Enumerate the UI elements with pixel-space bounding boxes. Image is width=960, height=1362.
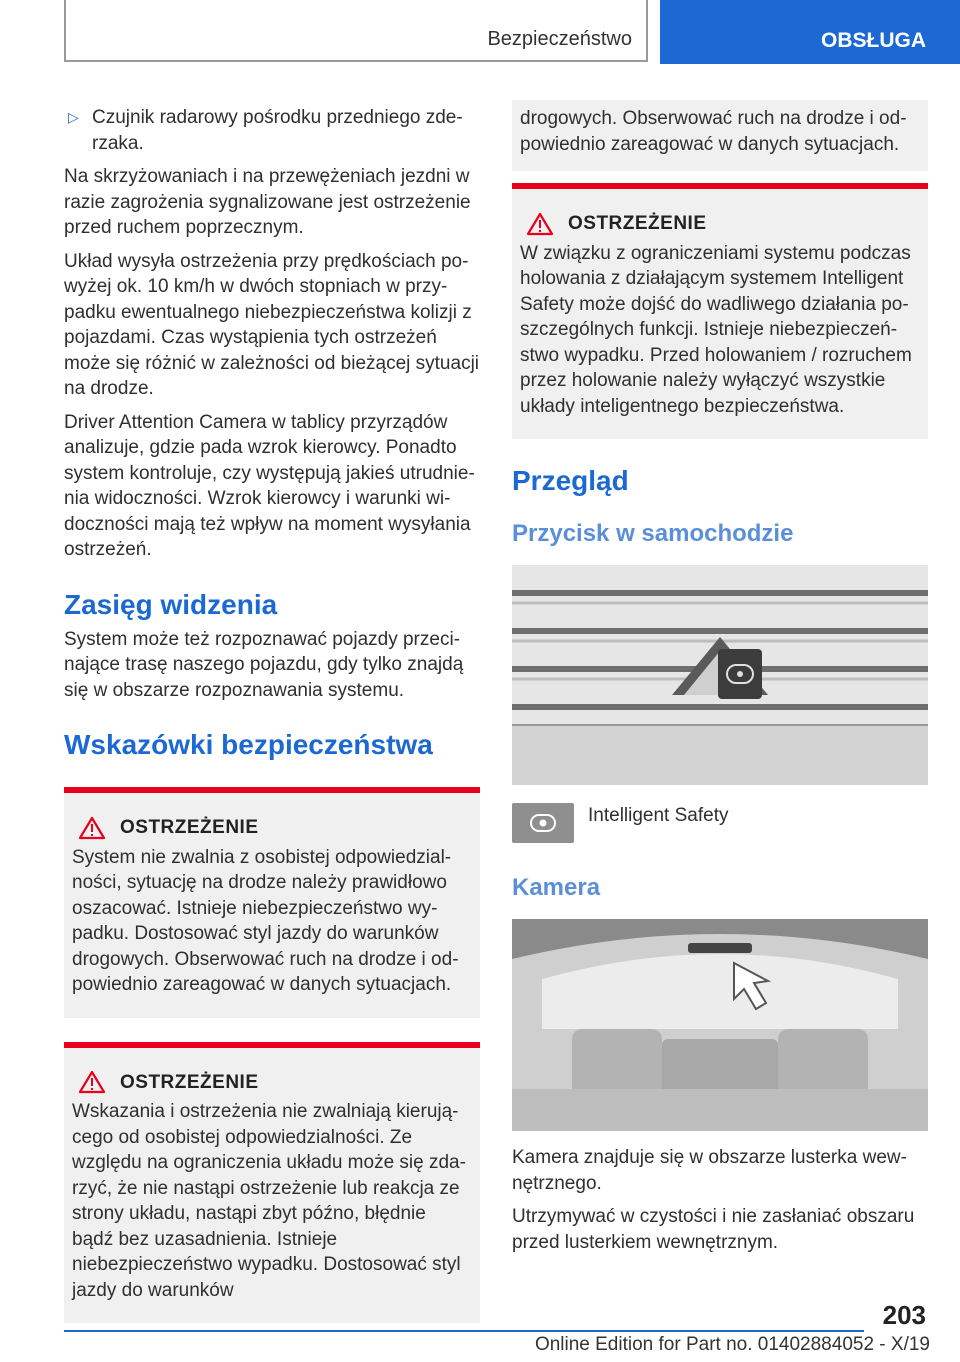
footer-edition: Online Edition for Part no. 01402884052 - X/19 bbox=[534, 1334, 930, 1355]
paragraph: System może też rozpoznawać pojazdy przeci-nające trasę naszego pojazdu, gdy tylko znajdą się w obszarze rozpoznawania systemu. bbox=[64, 628, 464, 701]
legend-text: Intelligent Safety bbox=[588, 805, 729, 826]
warning-title: OSTRZEŻENIE bbox=[120, 817, 259, 838]
left-column bbox=[64, 105, 480, 1323]
interior-camera-photo bbox=[512, 919, 928, 1131]
paragraph: Driver Attention Camera w tablicy przyrządów analizuje, gdzie pada wzrok kierowcy. Ponadto system kontroluje, czy występują jakieś utrudnie-nia widoczności. Wzrok kierowcy i warunki wi-doczności mają też wpływ na moment wysyłania ostrzeżeń. bbox=[64, 411, 475, 560]
section-heading: Przegląd bbox=[512, 465, 629, 496]
warning-box bbox=[64, 787, 480, 1018]
warning-text: W związku z ograniczeniami systemu podczas holowania z działającym systemem Intelligent Safety może dojść do wadliwego działania po-szczególnych funkcji. Istnieje niebezpieczeń-stwo wypadku. Przed holowaniem / rozruchem przez holowanie należy wyłączyć wszystkie układy inteligentnego bezpieczeństwa. bbox=[520, 242, 912, 417]
grille-button-photo bbox=[512, 565, 928, 785]
button-legend bbox=[512, 803, 928, 843]
paragraph: Na skrzyżowaniach i na przewężeniach jezdni w razie zagrożenia sygnalizowane jest ostrzeżenie przed ruchem poprzecznym. bbox=[64, 166, 471, 238]
warning-triangle-icon bbox=[78, 816, 106, 840]
subsection-heading: Przycisk w samochodzie bbox=[512, 520, 794, 547]
right-column bbox=[512, 100, 928, 1263]
warning-triangle-icon bbox=[526, 212, 554, 236]
triangle-bullet-icon: ▷ bbox=[68, 109, 79, 125]
warning-box bbox=[64, 1042, 480, 1324]
warning-triangle-icon bbox=[78, 1070, 106, 1094]
intelligent-safety-button-icon bbox=[512, 803, 574, 843]
warning-title: OSTRZEŻENIE bbox=[120, 1071, 259, 1093]
page-number: 203 bbox=[882, 1300, 926, 1330]
section-title: Bezpieczeństwo bbox=[487, 28, 632, 50]
paragraph: Układ wysyła ostrzeżenia przy prędkościach po-wyżej ok. 10 km/h w dwóch stopniach w przy-padku ewentualnego niebezpieczeństwa kolizji z pojazdami. Czas wystąpienia tych ostrzeżeń może się różnić w zależności od bieżącej sytuacji na drodze. bbox=[64, 250, 480, 399]
subsection-heading: Kamera bbox=[512, 874, 601, 901]
section-heading: Zasięg widzenia bbox=[64, 588, 278, 620]
paragraph: Utrzymywać w czystości i nie zasłaniać obszaru przed lusterkiem wewnętrznym. bbox=[512, 1206, 915, 1253]
paragraph: Kamera znajduje się w obszarze lusterka wew-nętrznego. bbox=[512, 1147, 907, 1194]
footer-divider bbox=[64, 1330, 864, 1332]
warning-text: Wskazania i ostrzeżenia nie zwalniają kierują-cego od osobistej odpowiedzialności. Ze względu na ograniczenia układu może się zda-rzyć, że nie nastąpi ostrzeżenie lub reakcja ze strony układu, nastąpi zbyt późno, błędnie bądź bez uzasadnienia. Istnieje niebezpieczeństwo wypadku. Dostosować styl jazdy do warunków bbox=[72, 1101, 466, 1301]
warning-continuation: drogowych. Obserwować ruch na drodze i od-powiednio zareagować w danych sytuacjach. bbox=[512, 100, 928, 171]
warning-title: OSTRZEŻENIE bbox=[568, 213, 707, 234]
warning-text: System nie zwalnia z osobistej odpowiedzial-ności, sytuację na drodze należy prawidłowo oszacować. Istnieje niebezpieczeństwo wy-padku. Dostosować styl jazdy do warunków drogowych. Obserwować ruch na drodze i od-powiednio zareagować w danych sytuacjach. bbox=[72, 846, 459, 995]
bullet-item bbox=[64, 105, 480, 156]
header-frame bbox=[64, 0, 648, 62]
warning-box bbox=[512, 183, 928, 439]
section-heading: Wskazówki bezpieczeństwa bbox=[64, 729, 433, 760]
bullet-text: Czujnik radarowy pośrodku przedniego zde-rzaka. bbox=[92, 107, 463, 154]
chapter-tab: OBSŁUGA bbox=[660, 0, 960, 64]
